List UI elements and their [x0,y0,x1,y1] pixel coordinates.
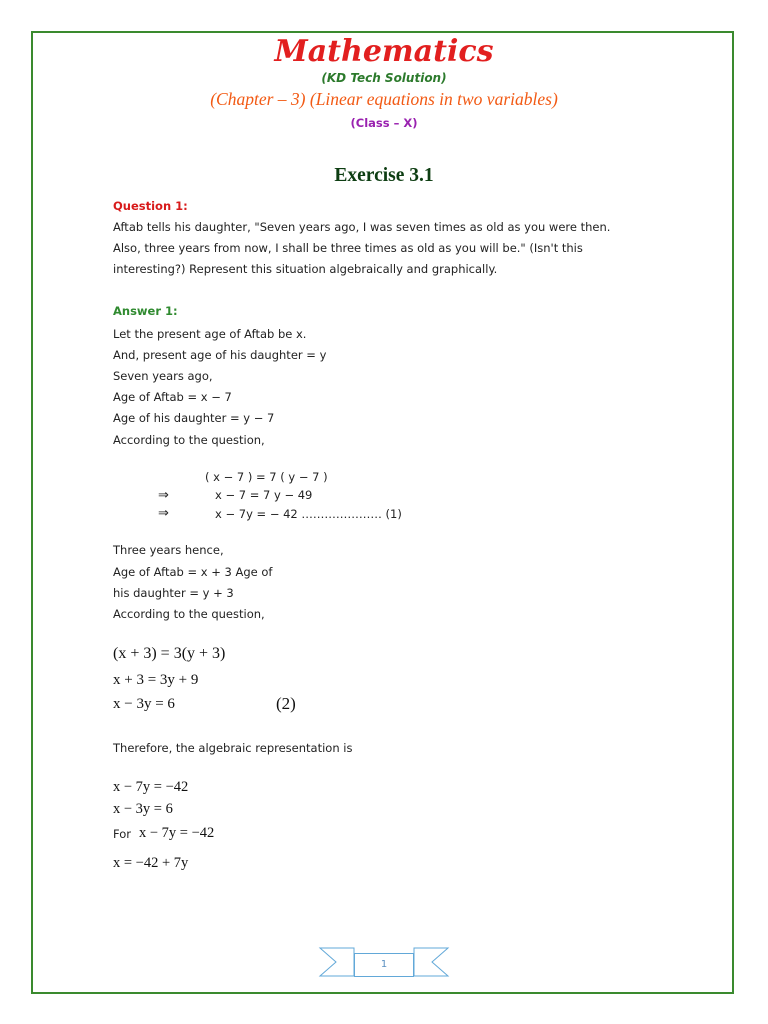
document-title: Mathematics [274,34,494,69]
answer-line: Age of Aftab = x + 3 Age of [113,565,273,579]
answer-line: According to the question, [113,433,265,447]
chapter-subtitle: (Chapter – 3) (Linear equations in two variables) [210,89,558,109]
page-number: 1 [354,953,414,977]
implies-arrow: ⇒ [158,488,169,503]
answer-heading: Answer 1: [113,304,178,318]
answer-line: his daughter = y + 3 [113,586,234,600]
question-line: Also, three years from now, I shall be three times as old as you will be." (Isn't this [113,241,583,255]
math-equation: x − 7y = −42 [139,825,215,841]
answer-line: And, present age of his daughter = y [113,348,327,362]
publisher-subtitle: (KD Tech Solution) [321,71,447,85]
question-heading: Question 1: [113,199,188,213]
equation-row: x − 7y = − 42 ………………… (1) [215,507,402,521]
math-equation: (x + 3) = 3(y + 3) [113,645,226,662]
implies-arrow: ⇒ [158,506,169,521]
equation-row: x − 7 = 7 y − 49 [215,488,313,502]
answer-line: According to the question, [113,607,265,621]
answer-line: Age of Aftab = x − 7 [113,390,232,404]
equation-row: ( x − 7 ) = 7 ( y − 7 ) [205,470,328,484]
answer-line: Therefore, the algebraic representation is [113,741,353,755]
math-equation: x − 3y = 6 [113,801,173,817]
question-line: interesting?) Represent this situation algebraically and graphically. [113,262,498,276]
answer-line: Seven years ago, [113,369,213,383]
math-equation: x − 3y = 6 [113,696,175,712]
answer-line: Age of his daughter = y − 7 [113,411,275,425]
answer-line: Let the present age of Aftab be x. [113,327,307,341]
equation-label: (2) [276,694,296,713]
math-equation: x + 3 = 3y + 9 [113,672,199,688]
class-subtitle: (Class – X) [350,116,418,130]
math-equation: x − 7y = −42 [113,779,189,795]
exercise-heading: Exercise 3.1 [334,165,434,186]
math-equation: x = −42 + 7y [113,855,189,871]
answer-line: Three years hence, [113,543,224,557]
question-line: Aftab tells his daughter, "Seven years ago, I was seven times as old as you were then. [113,220,611,234]
for-label: For [113,827,131,841]
